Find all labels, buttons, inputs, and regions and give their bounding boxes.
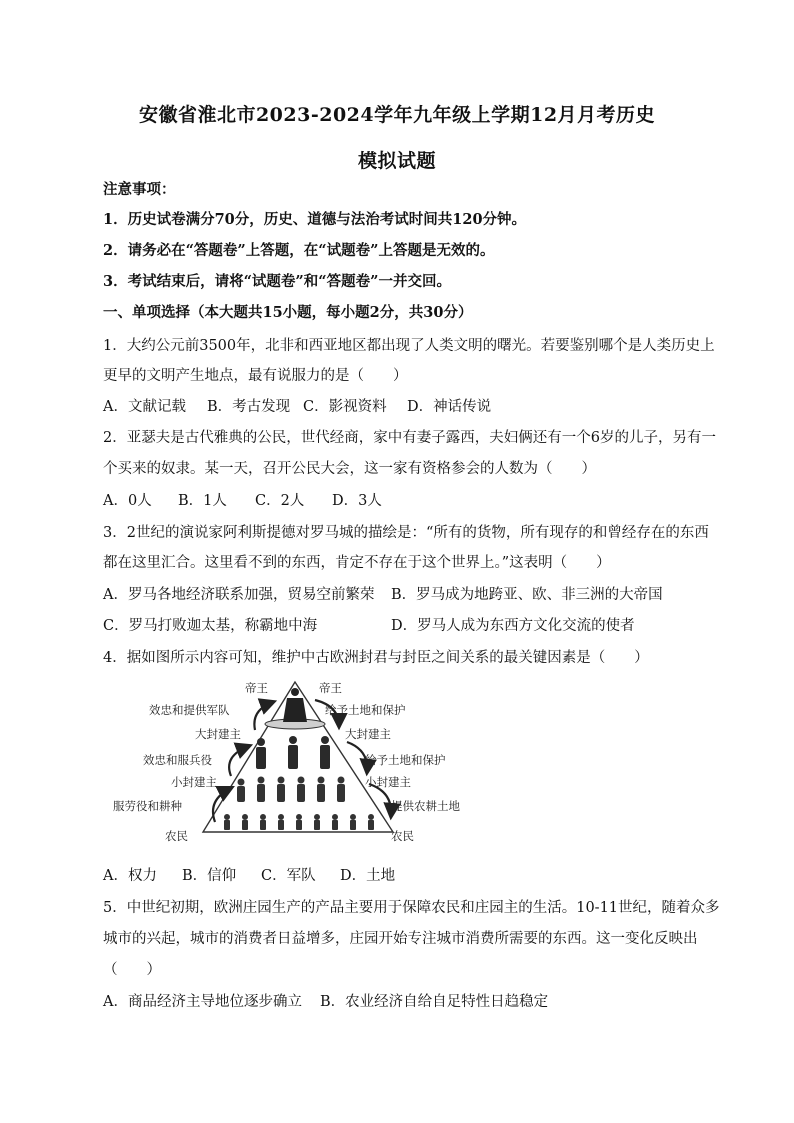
question-4-text: 4．据如图所示内容可知，维护中古欧洲封君与封臣之间关系的最关键因素是（ ） (103, 650, 649, 666)
option[interactable]: B．罗马成为地跨亚、欧、非三洲的大帝国 (391, 587, 663, 603)
option[interactable]: C．军队 (261, 868, 316, 884)
option[interactable]: B．1人 (178, 493, 227, 509)
option[interactable]: A．权力 (103, 868, 157, 884)
option[interactable]: C．影视资料 (303, 399, 387, 415)
notice-item: 2．请务必在“答题卷”上答题，在“试题卷”上答题是无效的。 (103, 242, 495, 259)
emperor-figure (283, 688, 307, 722)
question-3-options-row2 (103, 616, 703, 636)
question-2-options (103, 491, 703, 511)
question-1-options (103, 397, 703, 417)
question-2-text: 个买来的奴隶。某一天，召开公民大会，这一家有资格参会的人数为（ ） (103, 461, 596, 477)
option[interactable]: B．信仰 (182, 868, 237, 884)
label-small-lord-left: 小封建主 (171, 775, 217, 789)
label-small-lord-right: 小封建主 (365, 775, 411, 789)
question-2-text: 2．亚瑟夫是古代雅典的公民，世代经商，家中有妻子露西，夫妇俩还有一个6岁的儿子，另有一 (103, 430, 716, 446)
label-big-lord-right: 大封建主 (345, 727, 391, 741)
label-emperor-right: 帝王 (319, 681, 342, 695)
exam-title: 安徽省淮北市2023-2024学年九年级上学期12月月考历史 (138, 104, 656, 126)
option[interactable]: D．神话传说 (407, 399, 492, 415)
small-lord-figures (237, 777, 345, 803)
question-3-text: 都在这里汇合。这里看不到的东西，肯定不存在于这个世界上。”这表明（ ） (103, 555, 611, 571)
label-loyalty-service: 效忠和服兵役 (143, 753, 212, 767)
question-1-text: 1．大约公元前3500年，北非和西亚地区都出现了人类文明的曙光。若要鉴别哪个是人类历史上 (103, 338, 715, 354)
notice-item: 1．历史试卷满分70分，历史、道德与法治考试时间共120分钟。 (103, 211, 527, 228)
question-5-options (103, 992, 703, 1012)
option[interactable]: D．罗马人成为东西方文化交流的使者 (391, 618, 635, 634)
option[interactable]: D．土地 (340, 868, 396, 884)
option[interactable]: A．0人 (103, 493, 152, 509)
peasant-figures (224, 814, 374, 830)
question-3-text: 3．2世纪的演说家阿利斯提德对罗马城的描绘是：“所有的货物，所有现存的和曾经存在的东西 (103, 525, 709, 541)
option[interactable]: D．3人 (332, 493, 382, 509)
feudal-hierarchy-diagram (103, 680, 473, 852)
question-3-options-row1 (103, 585, 703, 605)
label-big-lord-left: 大封建主 (195, 727, 241, 741)
option[interactable]: A．商品经济主导地位逐步确立 (103, 994, 302, 1010)
label-provide-farmland: 提供农耕土地 (391, 799, 460, 813)
label-peasant-right: 农民 (391, 829, 414, 843)
label-labor-farming: 服劳役和耕种 (113, 799, 182, 813)
option[interactable]: C．罗马打败迦太基，称霸地中海 (103, 618, 318, 634)
label-peasant-left: 农民 (165, 829, 188, 843)
feudal-pyramid-svg (103, 680, 473, 852)
option[interactable]: B．农业经济自给自足特性日趋稳定 (320, 994, 549, 1010)
label-loyalty-army: 效忠和提供军队 (149, 703, 230, 717)
label-emperor-left: 帝王 (245, 681, 268, 695)
option[interactable]: C．2人 (255, 493, 305, 509)
big-lord-figures (256, 736, 330, 769)
notice-heading: 注意事项： (103, 181, 176, 198)
label-give-land-1: 给予土地和保护 (325, 703, 406, 717)
option[interactable]: A．文献记载 (103, 399, 186, 415)
notice-item: 3．考试结束后，请将“试题卷”和“答题卷”一并交回。 (103, 273, 451, 290)
label-give-land-2: 给予土地和保护 (365, 753, 446, 767)
question-4-options (103, 866, 703, 886)
question-5-text: （ ） (103, 962, 161, 978)
option[interactable]: B．考古发现 (207, 399, 291, 415)
question-1-text: 更早的文明产生地点，最有说服力的是（ ） (103, 368, 408, 384)
question-5-text: 5．中世纪初期，欧洲庄园生产的产品主要用于保障农民和庄园主的生活。10-11世纪，随着众多 (103, 900, 720, 916)
question-5-text: 城市的兴起，城市的消费者日益增多，庄园开始专注城市消费所需要的东西。这一变化反映出 (103, 931, 698, 947)
section-heading: 一、单项选择（本大题共15小题，每小题2分，共30分） (103, 304, 473, 321)
exam-subtitle: 模拟试题 (357, 150, 436, 172)
option[interactable]: A．罗马各地经济联系加强，贸易空前繁荣 (103, 587, 375, 603)
